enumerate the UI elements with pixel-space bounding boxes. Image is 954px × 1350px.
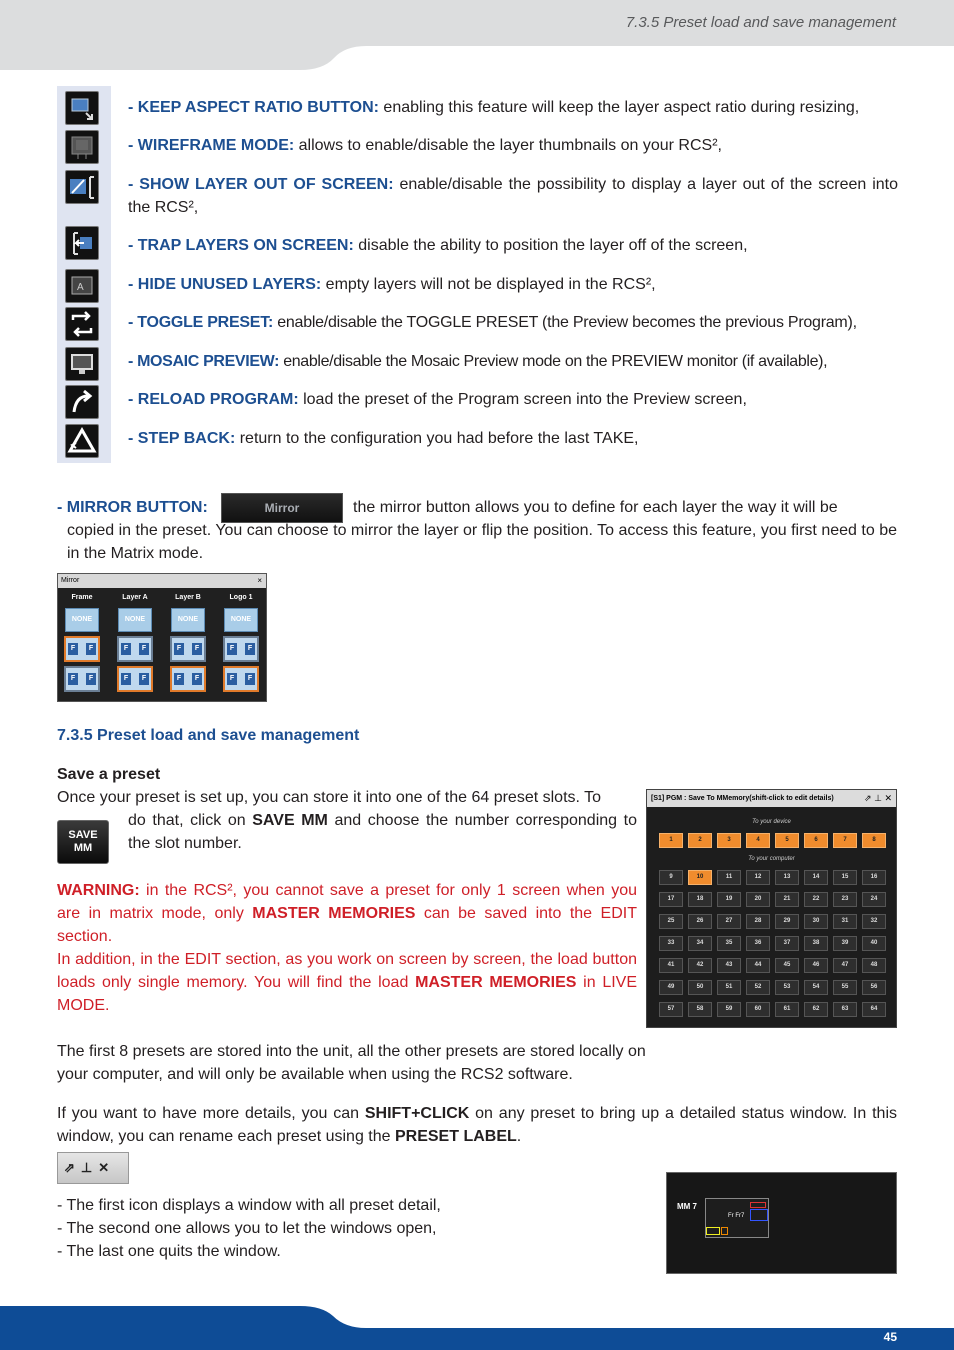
preset-slot-button[interactable]: 48 bbox=[862, 958, 886, 973]
preset-slot-button[interactable]: 36 bbox=[746, 936, 770, 951]
subheading-save-preset: Save a preset bbox=[57, 766, 161, 783]
mirror-flip-option[interactable] bbox=[64, 636, 100, 662]
preset-slot-button[interactable]: 64 bbox=[862, 1002, 886, 1017]
preset-slot-button[interactable]: 62 bbox=[804, 1002, 828, 1017]
running-header: 7.3.5 Preset load and save management bbox=[625, 14, 896, 31]
flip-glyph: F bbox=[245, 673, 255, 685]
feature-mosaic-preview bbox=[128, 350, 898, 373]
intro-line1: Once your preset is set up, you can store it into one of the 64 preset slots. To bbox=[57, 789, 602, 806]
preset-slot-button[interactable]: 3 bbox=[717, 833, 741, 848]
preset-slot-button[interactable]: 52 bbox=[746, 980, 770, 995]
preset-slot-button[interactable]: 1 bbox=[659, 833, 683, 848]
feature-wireframe bbox=[128, 134, 898, 157]
close-icon[interactable]: ✕ bbox=[98, 1160, 116, 1175]
preset-slot-button[interactable]: 39 bbox=[833, 936, 857, 951]
preset-slot-button[interactable]: 55 bbox=[833, 980, 857, 995]
preset-panel-window-icons bbox=[864, 790, 892, 807]
preset-slot-button[interactable]: 54 bbox=[804, 980, 828, 995]
mirror-column-header: Layer B bbox=[175, 594, 201, 601]
preset-slot-button[interactable]: 26 bbox=[688, 914, 712, 929]
feature-keep-aspect-ratio bbox=[128, 96, 898, 119]
preset-slot-button[interactable]: 58 bbox=[688, 1002, 712, 1017]
preset-slot-button[interactable]: 63 bbox=[833, 1002, 857, 1017]
preset-slot-button[interactable]: 13 bbox=[775, 870, 799, 885]
details-paragraph bbox=[57, 1102, 897, 1148]
computer-slot-row bbox=[659, 914, 886, 929]
flip-glyph: F bbox=[121, 673, 131, 685]
preset-slot-button[interactable]: 47 bbox=[833, 958, 857, 973]
mirror-column-header: Frame bbox=[71, 594, 93, 601]
feature-text: enable/disable the possibility to display a layer out of the screen into the RCS², bbox=[128, 176, 899, 216]
feature-label: - MOSAIC PREVIEW: bbox=[128, 353, 280, 370]
preset-slot-button[interactable]: 35 bbox=[717, 936, 741, 951]
save-to-mmemory-panel bbox=[646, 789, 897, 1028]
mirror-panel bbox=[57, 573, 267, 702]
bullet-item: - The second one allows you to let the windows open, bbox=[57, 1220, 437, 1237]
preset-slot-button[interactable]: 53 bbox=[775, 980, 799, 995]
preset-slot-button[interactable]: 60 bbox=[746, 1002, 770, 1017]
preset-slot-button[interactable]: 15 bbox=[833, 870, 857, 885]
detail-icon[interactable]: ⇗ bbox=[864, 793, 872, 803]
computer-slot-row bbox=[659, 1002, 886, 1017]
preset-slot-button[interactable]: 2 bbox=[688, 833, 712, 848]
reload-program-icon[interactable] bbox=[65, 385, 99, 419]
feature-label: - RELOAD PROGRAM: bbox=[128, 391, 299, 408]
details-pre: If you want to have more details, you can bbox=[57, 1105, 365, 1122]
mirror-flip-option[interactable] bbox=[117, 666, 153, 692]
feature-label: - TOGGLE PRESET: bbox=[128, 314, 274, 331]
section-heading: 7.3.5 Preset load and save management bbox=[57, 727, 360, 744]
wireframe-icon[interactable] bbox=[65, 130, 99, 164]
computer-slot-row bbox=[659, 870, 886, 885]
preset-slot-button[interactable]: 41 bbox=[659, 958, 683, 973]
intro-post: and choose the number corresponding to the slot number. bbox=[128, 812, 637, 852]
mirror-flip-option[interactable] bbox=[170, 666, 206, 692]
feature-label: - HIDE UNUSED LAYERS: bbox=[128, 276, 322, 293]
flip-glyph: F bbox=[192, 643, 202, 655]
intro-pre: do that, click on bbox=[128, 812, 253, 829]
flip-glyph: F bbox=[192, 673, 202, 685]
computer-label: To your computer bbox=[748, 856, 795, 862]
preset-slot-button[interactable]: 42 bbox=[688, 958, 712, 973]
preset-detail-name: MM 7 bbox=[677, 1202, 697, 1211]
feature-text: enable/disable the TOGGLE PRESET (the Preview becomes the previous Program), bbox=[273, 314, 857, 331]
preset-slot-button[interactable]: 10 bbox=[688, 870, 712, 885]
flip-glyph: F bbox=[174, 643, 184, 655]
computer-slot-row bbox=[659, 958, 886, 973]
device-slot-row bbox=[659, 833, 886, 848]
preset-slot-button[interactable]: 9 bbox=[659, 870, 683, 885]
mirror-text-line1: the mirror button allows you to define for each layer the way it will be bbox=[353, 499, 838, 516]
preset-slot-button[interactable]: 17 bbox=[659, 892, 683, 907]
feature-show-layer-out bbox=[128, 173, 898, 219]
feature-label: - TRAP LAYERS ON SCREEN: bbox=[128, 237, 354, 254]
preset-slot-button[interactable]: 6 bbox=[804, 833, 828, 848]
details-shift-click: SHIFT+CLICK bbox=[364, 1105, 470, 1122]
hide-unused-layers-icon[interactable] bbox=[65, 269, 99, 303]
flip-glyph: F bbox=[139, 643, 149, 655]
mirror-column bbox=[62, 592, 102, 692]
feature-trap-layers bbox=[128, 234, 898, 257]
preset-slot-button[interactable]: 38 bbox=[804, 936, 828, 951]
mirror-flip-option[interactable] bbox=[64, 666, 100, 692]
flip-glyph: F bbox=[227, 643, 237, 655]
feature-text: enable/disable the Mosaic Preview mode on the PREVIEW monitor (if available), bbox=[279, 353, 828, 370]
layer-marker-red bbox=[750, 1202, 766, 1208]
flip-glyph: F bbox=[86, 673, 96, 685]
preset-slot-button[interactable]: 23 bbox=[833, 892, 857, 907]
preset-slot-button[interactable]: 33 bbox=[659, 936, 683, 951]
show-layer-out-icon[interactable] bbox=[65, 170, 99, 204]
addition-bold: MASTER MEMORIES bbox=[415, 974, 577, 991]
layer-marker-orange bbox=[721, 1227, 728, 1235]
preset-detail-panel bbox=[666, 1172, 897, 1274]
feature-text: return to the configuration you had before the last TAKE, bbox=[235, 430, 639, 447]
layer-marker-yellow bbox=[706, 1227, 720, 1235]
bullet-item: - The last one quits the window. bbox=[57, 1243, 281, 1260]
page-number: 45 bbox=[883, 1330, 897, 1344]
header-band bbox=[0, 0, 954, 70]
preset-slot-button[interactable]: 22 bbox=[804, 892, 828, 907]
toggle-preset-icon[interactable] bbox=[65, 307, 99, 341]
preset-slot-button[interactable]: 19 bbox=[717, 892, 741, 907]
preset-slot-button[interactable]: 37 bbox=[775, 936, 799, 951]
feature-label: - SHOW LAYER OUT OF SCREEN: bbox=[128, 176, 394, 193]
warning-pre: in the RCS², you cannot save a preset for only 1 screen when you are in matrix mode, only bbox=[57, 882, 637, 922]
preset-slot-button[interactable]: 30 bbox=[804, 914, 828, 929]
feature-text: empty layers will not be displayed in the RCS², bbox=[321, 276, 656, 293]
preset-slot-button[interactable]: 59 bbox=[717, 1002, 741, 1017]
feature-label: - KEEP ASPECT RATIO BUTTON: bbox=[128, 99, 379, 116]
mirror-flip-option[interactable] bbox=[223, 666, 259, 692]
mirror-column-header: Layer A bbox=[122, 594, 148, 601]
intro-rest bbox=[128, 809, 637, 855]
feature-hide-unused bbox=[128, 273, 898, 296]
preset-detail-thumbnail bbox=[705, 1198, 769, 1238]
computer-slot-row bbox=[659, 980, 886, 995]
preset-slot-button[interactable]: 56 bbox=[862, 980, 886, 995]
flip-glyph: F bbox=[227, 673, 237, 685]
warning-paragraph bbox=[57, 879, 637, 948]
preset-slot-button[interactable]: 49 bbox=[659, 980, 683, 995]
preset-slot-button[interactable]: 46 bbox=[804, 958, 828, 973]
preset-slot-button[interactable]: 25 bbox=[659, 914, 683, 929]
close-icon[interactable]: × bbox=[257, 576, 262, 585]
preset-slot-button[interactable]: 57 bbox=[659, 1002, 683, 1017]
warning-bold: MASTER MEMORIES bbox=[252, 905, 416, 922]
preset-slot-button[interactable]: 11 bbox=[717, 870, 741, 885]
preset-slot-button[interactable]: 7 bbox=[833, 833, 857, 848]
mirror-column bbox=[115, 592, 155, 692]
mirror-text-rest: copied in the preset. You can choose to mirror the layer or flip the position. To access this feature, you first need to be in the Matrix mode. bbox=[67, 522, 897, 562]
feature-text: disable the ability to position the layer off of the screen, bbox=[353, 237, 748, 254]
preset-slot-button[interactable]: 44 bbox=[746, 958, 770, 973]
feature-text: enabling this feature will keep the layer aspect ratio during resizing, bbox=[378, 99, 860, 116]
mirror-column bbox=[168, 592, 208, 692]
feature-text: allows to enable/disable the layer thumbnails on your RCS², bbox=[294, 137, 722, 154]
preset-slot-button[interactable]: 8 bbox=[862, 833, 886, 848]
keep-aspect-ratio-icon[interactable] bbox=[65, 91, 99, 125]
stored-text: The first 8 presets are stored into the unit, all the other presets are stored locally on your computer, and will only be available when using the RCS2 software. bbox=[57, 1043, 646, 1083]
preset-slot-button[interactable]: 24 bbox=[862, 892, 886, 907]
preset-slot-button[interactable]: 28 bbox=[746, 914, 770, 929]
preset-slot-button[interactable]: 50 bbox=[688, 980, 712, 995]
save-mm-line2: MM bbox=[73, 842, 93, 854]
mirror-column-header: Logo 1 bbox=[229, 594, 253, 601]
toolbar-icon-column bbox=[57, 86, 111, 463]
preset-slot-button[interactable]: 18 bbox=[688, 892, 712, 907]
warning-post: can be saved into the EDIT section. bbox=[57, 905, 637, 945]
feature-reload-program bbox=[128, 388, 898, 411]
mirror-flip-option[interactable] bbox=[223, 636, 259, 662]
mirror-none-option[interactable]: NONE bbox=[224, 608, 258, 632]
step-back-icon[interactable] bbox=[65, 424, 99, 458]
mirror-flip-option[interactable] bbox=[117, 636, 153, 662]
preset-slot-button[interactable]: 34 bbox=[688, 936, 712, 951]
intro-save-mm: SAVE MM bbox=[252, 812, 328, 829]
preset-slot-button[interactable]: 16 bbox=[862, 870, 886, 885]
pin-icon[interactable]: ⊥ bbox=[80, 1160, 99, 1175]
preset-slot-button[interactable]: 31 bbox=[833, 914, 857, 929]
window-icons-strip bbox=[57, 1152, 129, 1184]
preset-detail-ffs: Fr Fr7 bbox=[728, 1213, 745, 1219]
feature-label: - STEP BACK: bbox=[128, 430, 236, 447]
mirror-button[interactable]: Mirror bbox=[221, 493, 343, 523]
flip-glyph: F bbox=[68, 643, 78, 655]
flip-glyph: F bbox=[121, 643, 131, 655]
layer-marker-blue bbox=[750, 1209, 768, 1221]
preset-slot-button[interactable]: 40 bbox=[862, 936, 886, 951]
preset-slot-button[interactable]: 20 bbox=[746, 892, 770, 907]
close-icon[interactable]: ✕ bbox=[884, 793, 892, 803]
footer-band bbox=[0, 1300, 954, 1350]
mirror-none-option[interactable]: NONE bbox=[171, 608, 205, 632]
preset-slot-button[interactable]: 32 bbox=[862, 914, 886, 929]
mirror-panel-title: Mirror bbox=[58, 574, 266, 588]
svg-text:A: A bbox=[77, 282, 84, 293]
preset-slot-button[interactable]: 5 bbox=[775, 833, 799, 848]
preset-slot-button[interactable]: 43 bbox=[717, 958, 741, 973]
addition-paragraph bbox=[57, 948, 637, 1017]
preset-slot-button[interactable]: 61 bbox=[775, 1002, 799, 1017]
bullet-item: - The first icon displays a window with all preset detail, bbox=[57, 1197, 441, 1214]
details-post: . bbox=[516, 1128, 522, 1145]
save-mm-line1: SAVE bbox=[68, 829, 98, 841]
preset-slot-button[interactable]: 4 bbox=[746, 833, 770, 848]
preset-slot-button[interactable]: 45 bbox=[775, 958, 799, 973]
feature-step-back bbox=[128, 427, 898, 450]
mirror-label: - MIRROR BUTTON: bbox=[57, 499, 208, 516]
flip-glyph: F bbox=[139, 673, 149, 685]
computer-slot-row bbox=[659, 936, 886, 951]
feature-text: load the preset of the Program screen into the Preview screen, bbox=[298, 391, 747, 408]
feature-toggle-preset bbox=[128, 311, 898, 334]
preset-slot-button[interactable]: 12 bbox=[746, 870, 770, 885]
feature-label: - WIREFRAME MODE: bbox=[128, 137, 295, 154]
preset-slot-button[interactable]: 51 bbox=[717, 980, 741, 995]
preset-slot-button[interactable]: 21 bbox=[775, 892, 799, 907]
preset-panel-title: [S1] PGM : Save To MMemory(shift-click to edit details) bbox=[647, 790, 896, 807]
detail-icon[interactable]: ⇗ bbox=[64, 1160, 81, 1175]
flip-glyph: F bbox=[245, 643, 255, 655]
preset-slot-button[interactable]: 27 bbox=[717, 914, 741, 929]
device-label: To your device bbox=[752, 819, 791, 825]
warning-label: WARNING: bbox=[57, 882, 140, 899]
flip-glyph: F bbox=[174, 673, 184, 685]
flip-glyph: F bbox=[86, 643, 96, 655]
trap-layers-icon[interactable] bbox=[65, 226, 99, 260]
details-mid: on any preset to bring up a detailed status window. In this window, you can rename each preset using the bbox=[57, 1105, 898, 1145]
preset-slot-button[interactable]: 29 bbox=[775, 914, 799, 929]
flip-glyph: F bbox=[68, 673, 78, 685]
mirror-none-option[interactable]: NONE bbox=[118, 608, 152, 632]
details-preset-label: PRESET LABEL bbox=[394, 1128, 517, 1145]
mirror-column bbox=[221, 592, 261, 692]
pin-icon[interactable]: ⊥ bbox=[874, 793, 882, 803]
preset-slot-button[interactable]: 14 bbox=[804, 870, 828, 885]
mirror-flip-option[interactable] bbox=[170, 636, 206, 662]
addition-pre: In addition, in the EDIT section, as you work on screen by screen, the load button loads only single memory. You will find the load bbox=[57, 951, 637, 991]
computer-slot-row bbox=[659, 892, 886, 907]
save-mm-button[interactable] bbox=[57, 820, 109, 864]
mirror-none-option[interactable]: NONE bbox=[65, 608, 99, 632]
addition-post: in LIVE MODE. bbox=[57, 974, 638, 1014]
mosaic-preview-icon[interactable] bbox=[65, 347, 99, 381]
